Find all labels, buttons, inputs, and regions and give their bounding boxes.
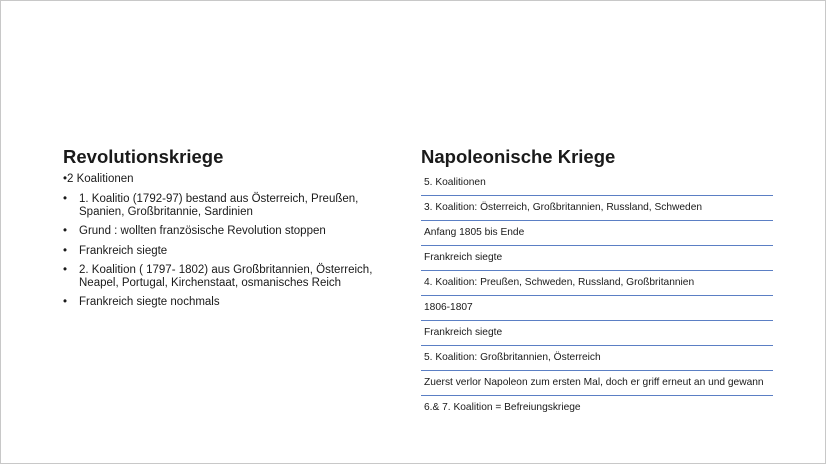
list-item: 6.& 7. Koalition = Befreiungskriege <box>424 402 581 413</box>
napoleonic-list <box>421 171 773 420</box>
list-item: 5. Koalition: Großbritannien, Österreich <box>421 346 773 371</box>
list-item: Anfang 1805 bis Ende <box>421 221 773 246</box>
list-item: 3. Koalition: Österreich, Großbritannien, Russland, Schweden <box>421 196 773 221</box>
list-item: 4. Koalition: Preußen, Schweden, Russland, Großbritannien <box>421 271 773 296</box>
list-item: 1806-1807 <box>421 296 773 321</box>
list-item: Zuerst verlor Napoleon zum ersten Mal, doch er griff erneut an und gewann <box>421 371 773 396</box>
bullet-item: • 1. Koalitio (1792-97) bestand aus Österreich, Preußen, Spanien, Großbritannie, Sardinien <box>63 193 393 218</box>
bullet-item: • Frankreich siegte nochmals <box>63 296 393 309</box>
revolutionskriege-section <box>63 145 393 309</box>
list-item: 5. Koalitionen <box>421 171 773 196</box>
revolutionskriege-heading: Revolutionskriege <box>63 146 224 167</box>
napoleonische-kriege-heading: Napoleonische Kriege <box>421 146 616 167</box>
bullet-item: • Grund : wollten französische Revolution stoppen <box>63 225 393 238</box>
list-item: Frankreich siegte <box>421 321 773 346</box>
revolutionskriege-bullet-list <box>63 193 393 309</box>
napoleonische-kriege-section <box>421 145 773 420</box>
bullet-item: • Frankreich siegte <box>63 245 393 258</box>
list-item: Frankreich siegte <box>421 246 773 271</box>
bullet-item: • 2. Koalition ( 1797- 1802) aus Großbritannien, Österreich, Neapel, Portugal, Kirchenstaat, osmanisches Reich <box>63 264 393 289</box>
coalitions-intro: •2 Koalitionen <box>63 173 134 185</box>
